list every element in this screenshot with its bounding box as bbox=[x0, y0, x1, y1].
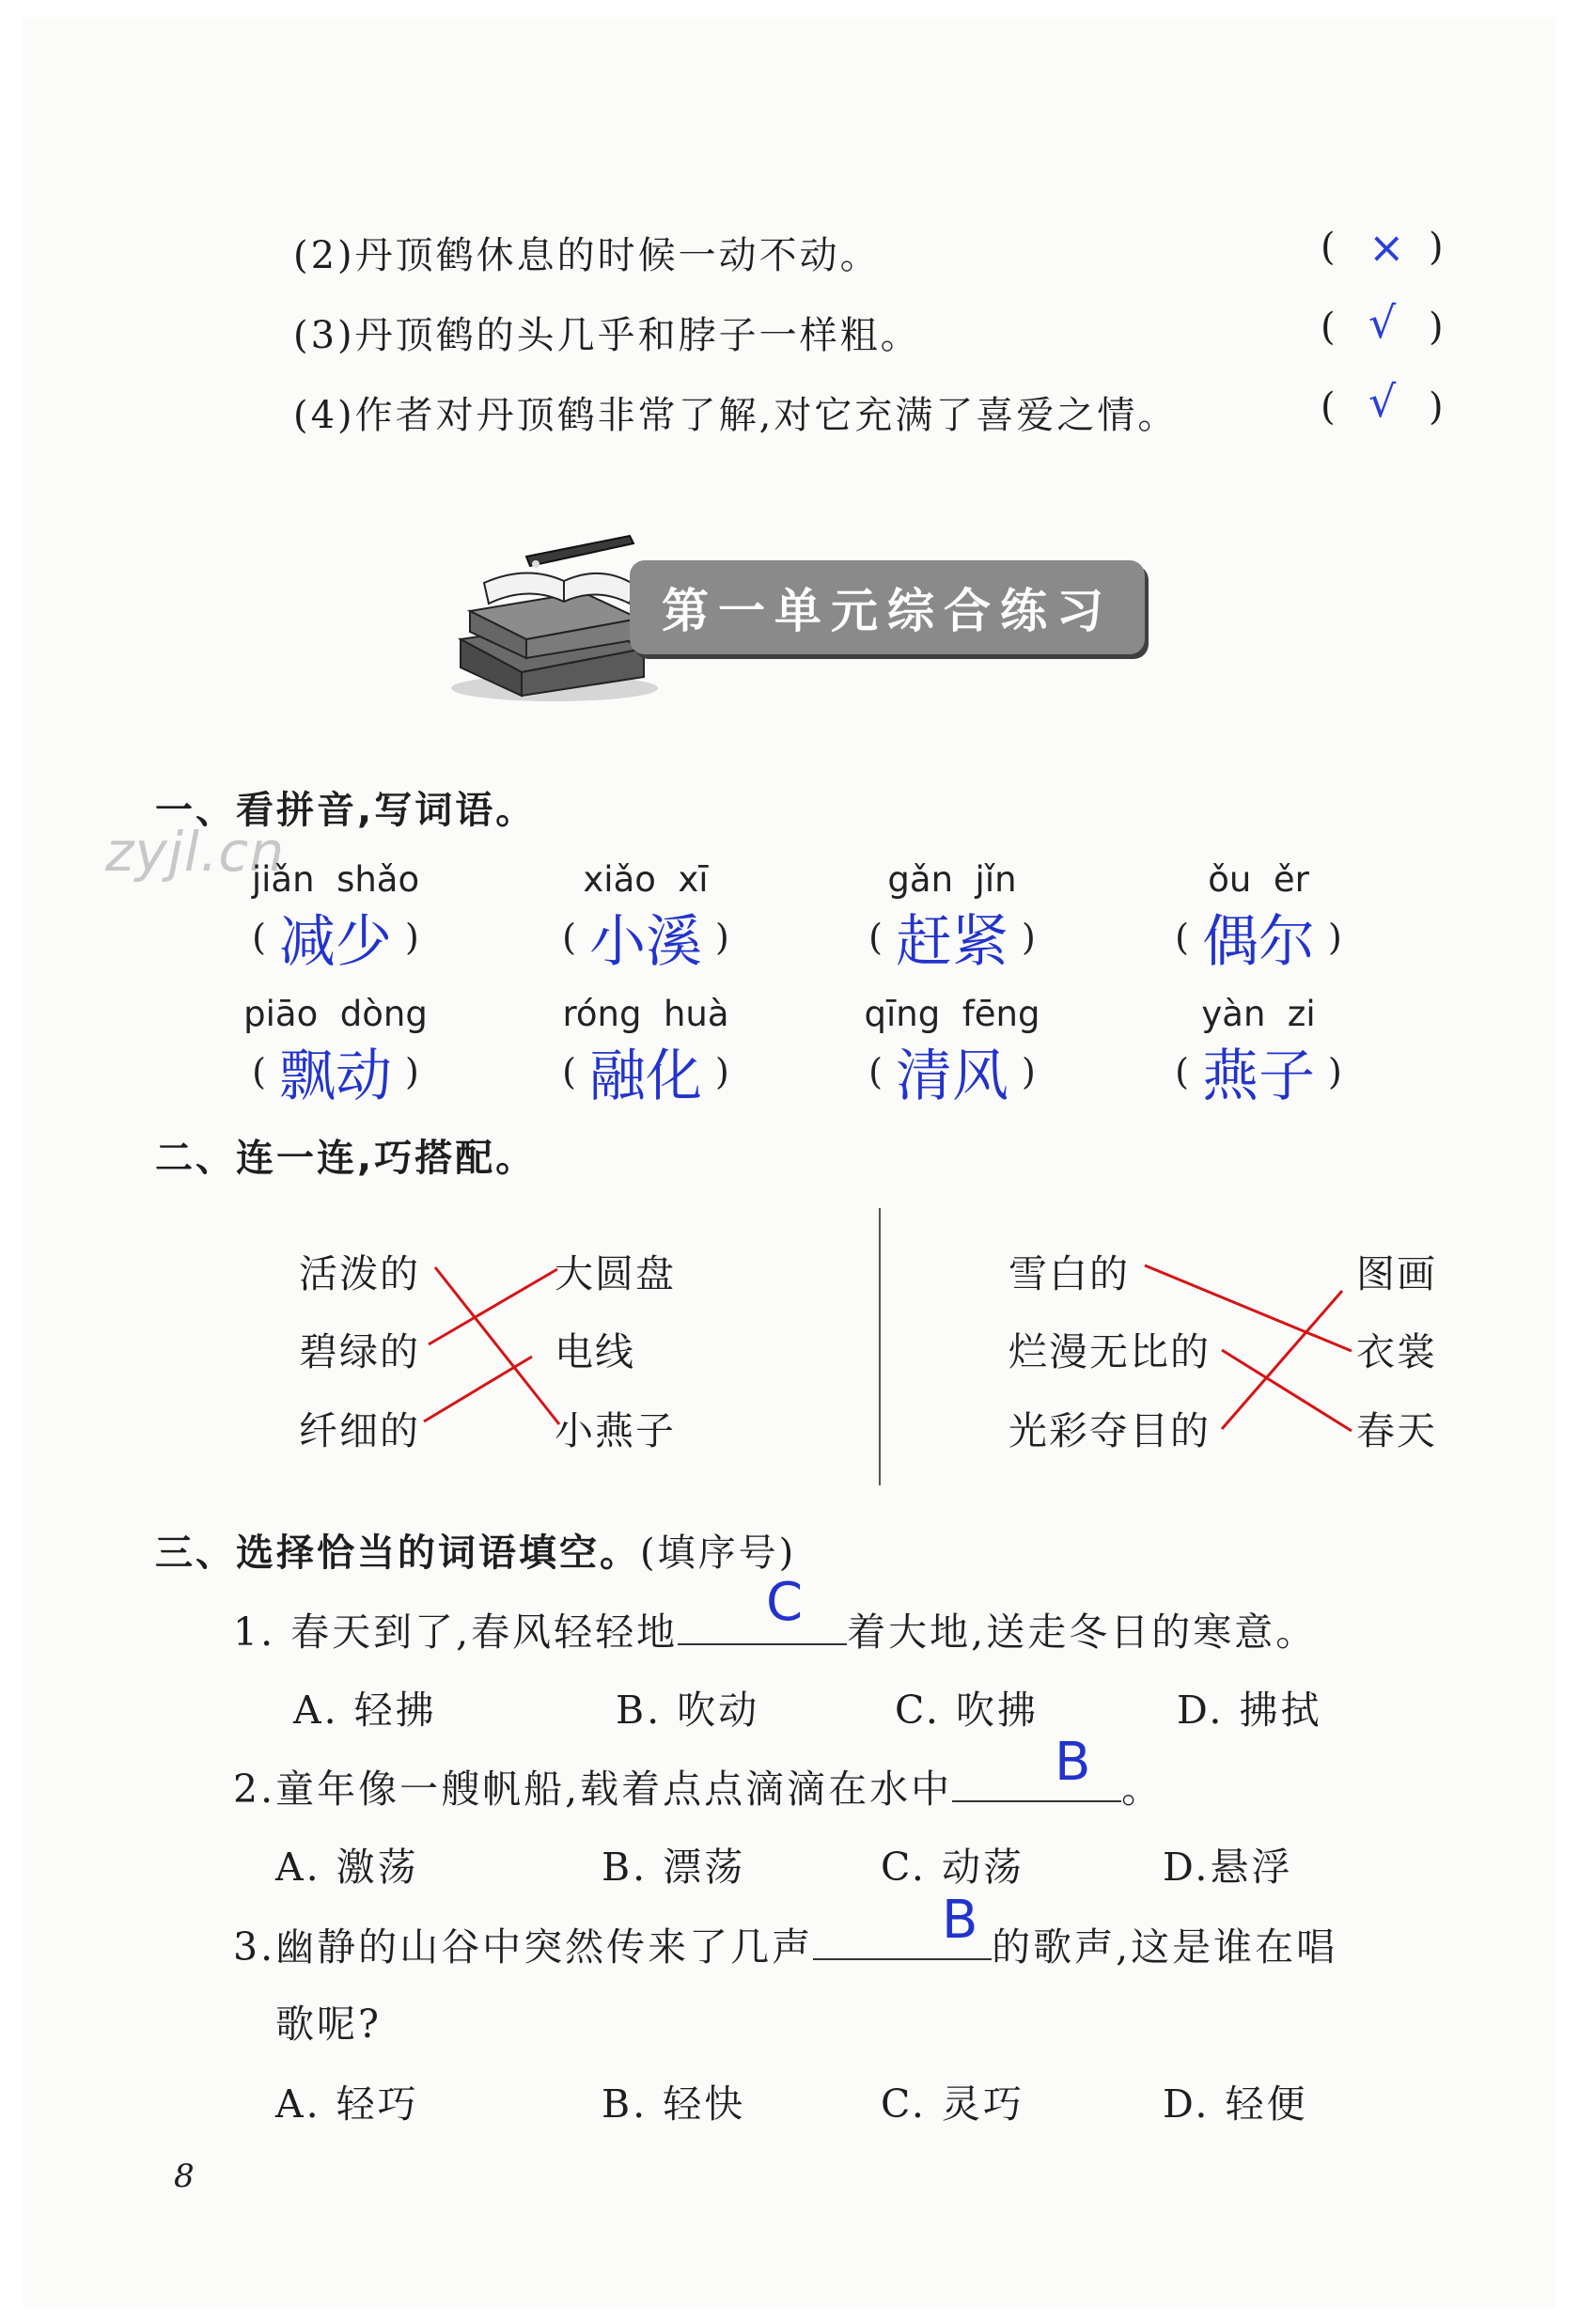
tf-paren-close: ) bbox=[1429, 226, 1444, 269]
option: D. 拂拭 bbox=[1177, 1688, 1322, 1733]
word-answer: 小溪 bbox=[589, 909, 702, 975]
tf-paren-open: ( bbox=[1321, 385, 1336, 429]
pinyin: gǎn jǐn bbox=[887, 859, 1017, 900]
paren-open: ( bbox=[1175, 1051, 1189, 1092]
match-right-noun: 图画 bbox=[1356, 1251, 1437, 1296]
pinyin: xiǎo xī bbox=[583, 859, 709, 900]
paren-open: ( bbox=[562, 917, 576, 958]
paren-close: ) bbox=[405, 917, 419, 958]
paren-close: ) bbox=[715, 917, 729, 958]
question-text: 着大地,送走冬日的寒意。 bbox=[847, 1610, 1318, 1655]
question-text: 1. 春天到了,春风轻轻地 bbox=[233, 1610, 679, 1655]
paren-open: ( bbox=[252, 1051, 266, 1092]
answer-letter: C bbox=[766, 1572, 804, 1633]
word-answer: 清风 bbox=[896, 1044, 1008, 1109]
pinyin: qīng fēng bbox=[864, 994, 1040, 1034]
option: B. 轻快 bbox=[602, 2081, 746, 2127]
option: C. 动荡 bbox=[881, 1845, 1024, 1890]
match-right-adjective: 雪白的 bbox=[1008, 1251, 1130, 1296]
question-text: 3.幽静的山谷中突然传来了几声 bbox=[233, 1924, 814, 1970]
pinyin: jiǎn shǎo bbox=[251, 859, 420, 900]
match-line bbox=[429, 1269, 557, 1344]
paren-close: ) bbox=[405, 1051, 419, 1092]
match-line bbox=[424, 1357, 532, 1421]
paren-open: ( bbox=[252, 917, 266, 958]
word-answer: 飘动 bbox=[279, 1044, 392, 1109]
match-left-adjective: 活泼的 bbox=[299, 1251, 420, 1296]
match-line bbox=[1145, 1265, 1352, 1351]
section-3-heading-text: 三、选择恰当的词语填空。 bbox=[155, 1531, 640, 1575]
answer-blank bbox=[952, 1759, 1121, 1802]
answer-letter: B bbox=[942, 1890, 978, 1951]
paren-close: ) bbox=[1022, 917, 1036, 958]
option: D. 轻便 bbox=[1163, 2081, 1308, 2127]
watermark: zyjl.cn bbox=[105, 820, 286, 884]
word-answer: 融化 bbox=[589, 1044, 702, 1109]
option: A. 激荡 bbox=[275, 1845, 419, 1890]
tf-item-3: (3)丹顶鹤的头几乎和脖子一样粗。 bbox=[293, 314, 921, 357]
pinyin: róng huà bbox=[562, 994, 729, 1034]
match-left-adjective: 碧绿的 bbox=[299, 1329, 420, 1374]
section-2-heading: 二、连一连,巧搭配。 bbox=[155, 1137, 537, 1180]
match-line bbox=[1222, 1350, 1352, 1431]
tf-paren-close: ) bbox=[1429, 385, 1444, 429]
option: D.悬浮 bbox=[1163, 1845, 1293, 1890]
paren-open: ( bbox=[1175, 917, 1189, 958]
match-right-adjective: 光彩夺目的 bbox=[1008, 1408, 1211, 1453]
question-text-continued: 歌呢? bbox=[275, 2002, 382, 2047]
section-3-heading bbox=[155, 1523, 796, 1577]
paren-close: ) bbox=[1328, 917, 1342, 958]
match-left-noun: 小燕子 bbox=[555, 1408, 676, 1453]
tf-mark-check: √ bbox=[1368, 297, 1397, 348]
paren-open: ( bbox=[868, 1051, 883, 1092]
pinyin: ǒu ěr bbox=[1208, 859, 1309, 900]
word-answer: 减少 bbox=[279, 909, 392, 975]
match-left-noun: 电线 bbox=[555, 1329, 635, 1374]
paren-open: ( bbox=[562, 1051, 576, 1092]
option: B. 吹动 bbox=[616, 1688, 760, 1733]
tf-mark-check: √ bbox=[1368, 376, 1397, 427]
question-text: 2.童年像一艘帆船,载着点点滴滴在水中 bbox=[233, 1767, 953, 1812]
option: C. 吹拂 bbox=[895, 1688, 1039, 1733]
paren-close: ) bbox=[1022, 1051, 1036, 1092]
answer-blank bbox=[678, 1602, 847, 1645]
match-left-noun: 大圆盘 bbox=[555, 1251, 676, 1296]
tf-mark-cross: × bbox=[1368, 222, 1405, 273]
question-text: 。 bbox=[1121, 1767, 1164, 1812]
tf-paren-open: ( bbox=[1321, 226, 1336, 269]
match-right-adjective: 烂漫无比的 bbox=[1008, 1329, 1211, 1374]
match-right-noun: 春天 bbox=[1356, 1408, 1437, 1453]
tf-item-4: (4)作者对丹顶鹤非常了解,对它充满了喜爱之情。 bbox=[293, 394, 1179, 437]
word-answer: 赶紧 bbox=[896, 909, 1008, 975]
question-3 bbox=[233, 1916, 1337, 1971]
question-text: 的歌声,这是谁在唱 bbox=[992, 1924, 1338, 1970]
option: A. 轻拂 bbox=[293, 1688, 437, 1733]
paren-open: ( bbox=[868, 917, 883, 958]
paren-close: ) bbox=[1328, 1051, 1342, 1092]
option: C. 灵巧 bbox=[881, 2081, 1024, 2127]
answer-letter: B bbox=[1055, 1732, 1091, 1793]
tf-paren-open: ( bbox=[1321, 306, 1336, 349]
match-line bbox=[435, 1267, 559, 1424]
pinyin: piāo dòng bbox=[243, 994, 428, 1034]
option: B. 漂荡 bbox=[602, 1845, 746, 1890]
option: A. 轻巧 bbox=[275, 2081, 419, 2127]
unit-title: 第一单元综合练习 bbox=[662, 584, 1113, 638]
word-answer: 偶尔 bbox=[1202, 909, 1315, 975]
paren-close: ) bbox=[715, 1051, 729, 1092]
pinyin: yàn zi bbox=[1201, 994, 1316, 1034]
match-left-adjective: 纤细的 bbox=[299, 1408, 420, 1453]
tf-item-2: (2)丹顶鹤休息的时候一动不动。 bbox=[293, 234, 881, 277]
section-1-heading: 一、看拼音,写词语。 bbox=[155, 789, 537, 832]
section-3-heading-note: (填序号) bbox=[640, 1531, 797, 1575]
tf-paren-close: ) bbox=[1429, 306, 1444, 349]
match-right-noun: 衣裳 bbox=[1356, 1329, 1437, 1374]
question-2 bbox=[233, 1758, 1163, 1814]
page-number: 8 bbox=[174, 2158, 195, 2195]
word-answer: 燕子 bbox=[1202, 1044, 1315, 1109]
